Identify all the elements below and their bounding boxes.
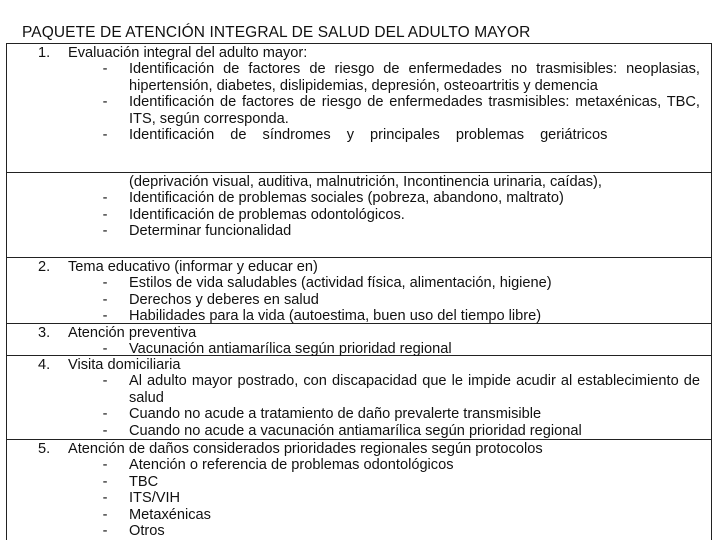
list-item-text: Identificación de factores de riesgo de enfermedades trasmisibles: metaxénicas, TBC, ITS, según corresponda. [129, 94, 700, 127]
list-item-text: Otros [129, 523, 165, 540]
divider-section2 [6, 257, 712, 258]
section-number: 4. [38, 357, 51, 373]
section-number: 1. [38, 45, 51, 61]
list-item [16, 341, 706, 357]
bullet-dash: - [102, 127, 108, 144]
section-heading [16, 357, 706, 373]
section-heading-text: Evaluación integral del adulto mayor: [68, 45, 308, 61]
section-heading-text: Tema educativo (informar y educar en) [68, 259, 318, 275]
list-item-text: Atención o referencia de problemas odontológicos [129, 457, 454, 474]
bullet-dash: - [102, 61, 108, 78]
list-item-text: TBC [129, 473, 159, 490]
bullet-dash: - [102, 190, 108, 207]
section-heading [16, 259, 706, 275]
bullet-dash: - [102, 406, 108, 423]
bullet-dash: - [102, 341, 108, 358]
list-item [16, 275, 706, 291]
divider-section1-split [6, 172, 712, 173]
bullet-dash: - [102, 291, 108, 308]
bullet-dash: - [102, 94, 108, 111]
list-item-text: ITS/VIH [129, 490, 181, 507]
bullet-dash: - [102, 422, 108, 439]
list-item-text: Derechos y deberes en salud [129, 291, 319, 308]
list-item [16, 457, 706, 473]
list-item-text: Identificación de síndromes y principales problemas geriátricos [129, 127, 608, 144]
bullet-dash: - [102, 275, 108, 292]
list-item-text: Cuando no acude a vacunación antiamarílica según prioridad regional [129, 422, 582, 439]
list-item-text: Vacunación antiamarílica según prioridad regional [129, 341, 452, 358]
list-item [16, 61, 706, 94]
list-item [16, 490, 706, 506]
section-atencion-preventiva [16, 325, 706, 358]
list-item [16, 308, 706, 324]
list-item-text: Metaxénicas [129, 506, 211, 523]
list-item [16, 523, 706, 539]
bullet-dash: - [102, 223, 108, 240]
list-item [16, 507, 706, 523]
section-heading [16, 45, 706, 61]
bullet-dash: - [102, 373, 108, 390]
section-atencion-danos [16, 441, 706, 539]
list-item-text: Identificación de problemas sociales (pobreza, abandono, maltrato) [129, 190, 564, 207]
list-item-text: Habilidades para la vida (autoestima, buen uso del tiempo libre) [129, 308, 542, 325]
bullet-dash: - [102, 457, 108, 474]
list-item [16, 127, 706, 143]
divider-section5 [6, 439, 712, 440]
list-item-text: Identificación de factores de riesgo de enfermedades no trasmisibles: neoplasias, hipertensión, diabetes, dislipidemias, depresión, osteoartritis y demencia [129, 61, 700, 94]
section-heading [16, 325, 706, 341]
list-item [16, 223, 706, 239]
document-title: PAQUETE DE ATENCIÓN INTEGRAL DE SALUD DEL ADULTO MAYOR [22, 24, 531, 41]
list-item [16, 406, 706, 422]
section-visita-domiciliaria [16, 357, 706, 439]
list-item [16, 190, 706, 206]
section-evaluacion [16, 45, 706, 143]
bullet-dash: - [102, 308, 108, 325]
divider-top [6, 43, 712, 44]
list-item-text: Determinar funcionalidad [129, 223, 292, 240]
list-item [16, 474, 706, 490]
bullet-dash: - [102, 473, 108, 490]
bullet-dash: - [102, 523, 108, 540]
list-item [16, 423, 706, 439]
list-item-text: Estilos de vida saludables (actividad física, alimentación, higiene) [129, 275, 552, 292]
section-number: 3. [38, 325, 51, 341]
section-number: 5. [38, 441, 51, 457]
list-item-text: Al adulto mayor postrado, con discapacidad que le impide acudir al establecimiento de salud [129, 373, 700, 406]
section-heading-text: Atención de daños considerados prioridades regionales según protocolos [68, 441, 543, 457]
list-item [16, 174, 706, 190]
list-item-text: Identificación de problemas odontológicos. [129, 206, 405, 223]
section-heading-text: Visita domiciliaria [68, 357, 181, 373]
list-item [16, 373, 706, 406]
section-heading-text: Atención preventiva [68, 325, 197, 341]
section-tema-educativo [16, 259, 706, 325]
section-evaluacion-continued [16, 174, 706, 240]
list-item [16, 94, 706, 127]
bullet-dash: - [102, 206, 108, 223]
section-heading [16, 441, 706, 457]
bullet-dash: - [102, 506, 108, 523]
list-item-text: (deprivación visual, auditiva, malnutrición, Incontinencia urinaria, caídas), [129, 174, 602, 190]
list-item [16, 207, 706, 223]
list-item [16, 292, 706, 308]
list-item-text: Cuando no acude a tratamiento de daño prevalerte transmisible [129, 406, 542, 423]
bullet-dash: - [102, 490, 108, 507]
section-number: 2. [38, 259, 51, 275]
